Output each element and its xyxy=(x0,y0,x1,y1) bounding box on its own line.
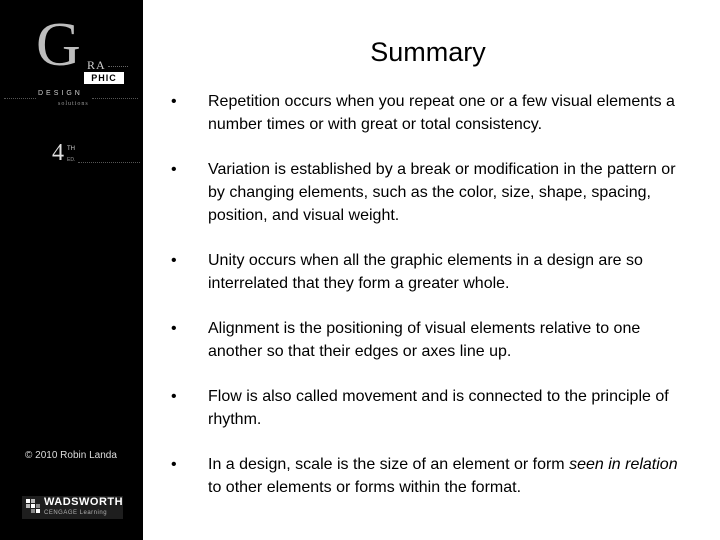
bullet-text-italic: seen in relation xyxy=(569,456,678,473)
publisher-name: WADSWORTH xyxy=(44,496,124,508)
edition-suffix: TH xyxy=(67,146,75,152)
bullet-text: Flow is also called movement and is connected to the principle of rhythm. xyxy=(208,388,669,428)
logo-letter-g: G xyxy=(36,11,81,79)
bullet-text: Repetition occurs when you repeat one or a few visual elements a number times or with great or total consistency. xyxy=(208,93,675,133)
bullet-item-variation xyxy=(171,158,691,227)
edition-number: 4 xyxy=(52,140,64,166)
publisher-subtitle: CENGAGE Learning xyxy=(44,510,108,516)
bullet-marker: • xyxy=(171,320,177,337)
bullet-text xyxy=(208,456,678,496)
bullet-text: Unity occurs when all the graphic elements in a design are so interrelated that they form a greater whole. xyxy=(208,252,643,292)
logo-dotted-rule xyxy=(108,66,128,68)
edition-label: ED. xyxy=(67,157,76,163)
logo-solutions: solutions xyxy=(58,101,89,107)
logo-ra: RA xyxy=(87,58,106,72)
wadsworth-mark-icon xyxy=(26,499,40,515)
bullet-text: Variation is established by a break or modification in the pattern or by changing elements, such as the color, size, shape, spacing, position, and visual weight. xyxy=(208,161,676,224)
logo-phic: PHIC xyxy=(84,72,124,84)
slide-title: Summary xyxy=(370,37,486,67)
bullet-item-repetition xyxy=(171,90,691,136)
bullet-text-part: In a design, scale is the size of an element or form xyxy=(208,456,570,473)
book-sidebar xyxy=(0,0,143,540)
dotted-rule-edition xyxy=(78,162,140,163)
bullet-text-part: to other elements or forms within the format. xyxy=(208,479,522,496)
bullet-marker: • xyxy=(171,456,177,473)
copyright-notice: © 2010 Robin Landa xyxy=(25,450,117,461)
dotted-rule-left xyxy=(4,98,36,99)
bullet-marker: • xyxy=(171,252,177,269)
logo-design: DESIGN xyxy=(38,90,83,97)
bullet-item-scale xyxy=(171,453,691,499)
bullet-text: Alignment is the positioning of visual elements relative to one another so that their edges or axes line up. xyxy=(208,320,641,360)
summary-bullet-list xyxy=(171,90,691,521)
bullet-item-alignment xyxy=(171,317,691,363)
dotted-rule-right xyxy=(92,98,138,99)
bullet-item-unity xyxy=(171,249,691,295)
bullet-marker: • xyxy=(171,93,177,110)
bullet-marker: • xyxy=(171,161,177,178)
bullet-item-flow xyxy=(171,385,691,431)
bullet-marker: • xyxy=(171,388,177,405)
